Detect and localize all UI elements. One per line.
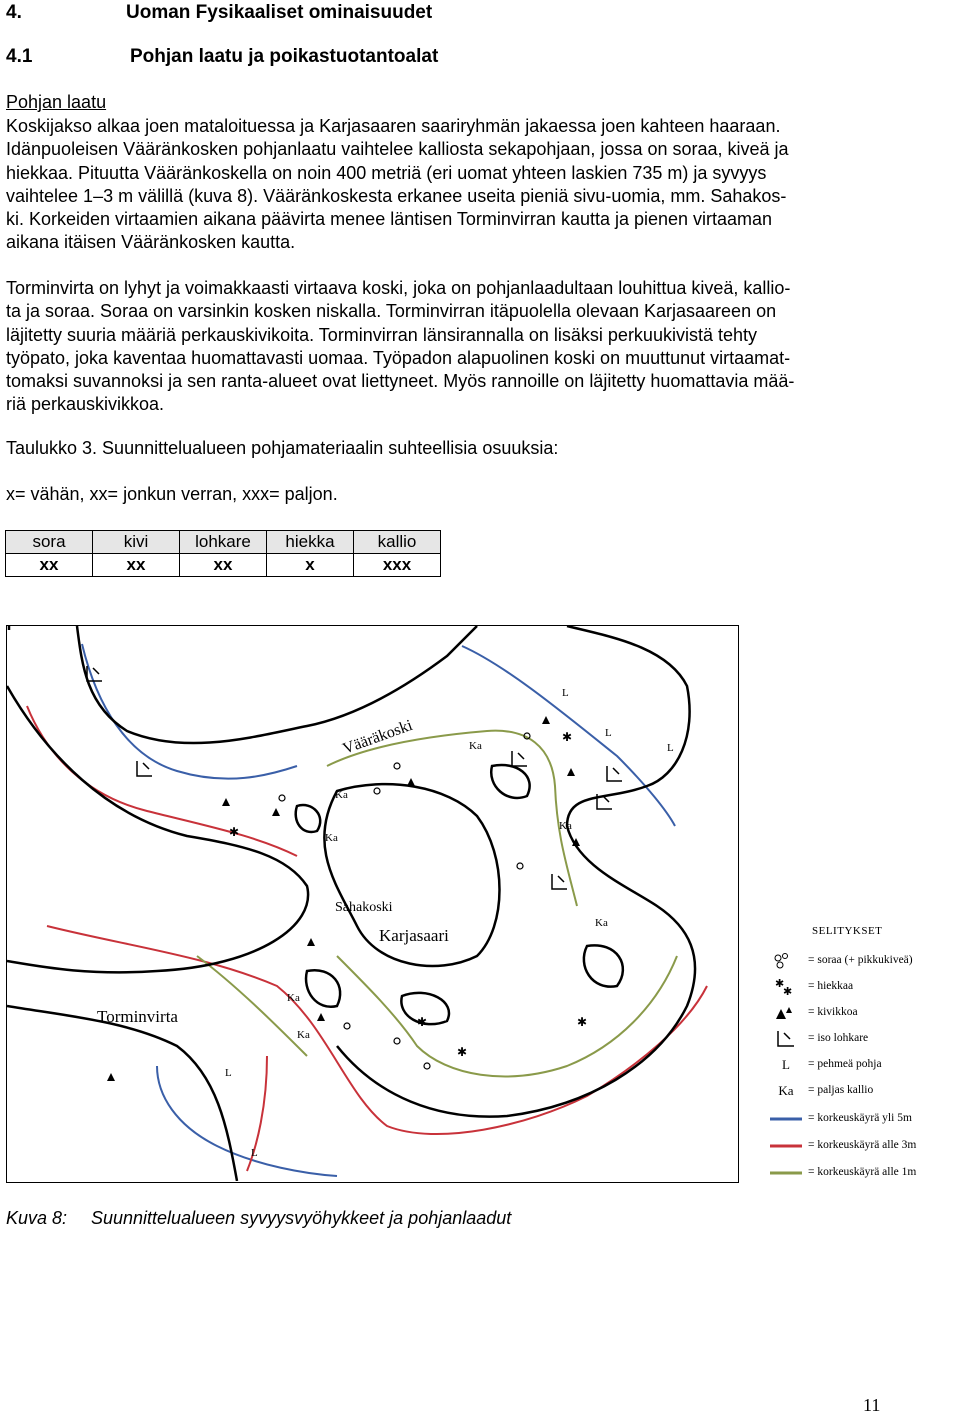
soft-bottom-symbol: L [667,742,674,754]
figure-caption-text: Suunnittelualueen syvyysvyöhykkeet ja pohjanlaadut [91,1208,512,1228]
legend-text: = korkeuskäyrä alle 1m [808,1166,917,1178]
svg-text:✱: ✱ [562,730,573,744]
table-caption: Taulukko 3. Suunnittelualueen pohjamateriaalin suhteellisia osuuksia: [6,438,559,458]
legend-item-soft-bottom [770,1055,945,1075]
table-header-cell: kivi [93,531,180,554]
bedrock-symbol: Ka [559,820,572,832]
gravel-circles-icon [770,951,802,971]
small-island [584,945,623,986]
blue-contour-line [157,1066,337,1176]
legend-item-boulder [770,1029,945,1049]
page-number: 11 [863,1395,881,1415]
table-row [6,554,441,577]
map-legend [770,925,945,1185]
bedrock-symbol: Ka [595,917,608,929]
legend-text: = iso lohkare [808,1032,869,1044]
table-cell: x [267,554,354,577]
paragraph-1 [6,115,926,255]
table-header-cell: kallio [354,531,441,554]
legend-item-blue-contour [770,1109,945,1129]
boulder-icon [770,1029,802,1049]
table-header-cell: lohkare [180,531,267,554]
legend-text: = korkeuskäyrä yli 5m [808,1112,912,1124]
soft-bottom-symbol: L [251,1147,258,1159]
map-label-torminvirta: Torminvirta [97,1007,178,1026]
paragraph-line: Torminvirta on lyhyt ja voimakkaasti virtaava koski, joka on pohjanlaadultaan louhittua kiveä, kallio- [6,278,791,298]
green-contour-line [337,956,677,1076]
legend-text: = hiekkaa [808,980,854,992]
table-cell: xx [93,554,180,577]
map-drawing [7,626,737,1181]
paragraph-line: tomaksi suvannoksi ja sen ranta-alueet ovat liettyneet. Myös rannoille on läjitetty huomattavia mää- [6,371,795,392]
section-number: 4. [6,2,22,23]
sand-asterisk-icon [770,977,802,997]
svg-text:✱: ✱ [577,1015,588,1029]
small-island [491,765,529,798]
section-label: Pohjan laatu [6,92,107,112]
small-island [296,805,321,832]
paragraph-line: riä perkauskivikkoa. [6,394,165,415]
legend-title: SELITYKSET [812,925,883,937]
figure-caption [6,1208,511,1229]
map-label-karjasaari: Karjasaari [379,926,449,945]
depth-zone-map [6,625,739,1183]
paragraph-line: läjitetty suuria määriä perkauskivikoita. Torminvirran länsirannalla on lisäksi perkuukivistä tehty [6,324,757,345]
table-key: x= vähän, xx= jonkun verran, xxx= paljon. [6,484,338,504]
legend-item-bedrock [770,1081,945,1101]
legend-text: = soraa (+ pikkukiveä) [808,954,913,966]
shoreline [7,1006,237,1181]
bedrock-symbol: Ka [297,1029,310,1041]
paragraph-line: hiekkaa. Pituutta Vääränkoskella on noin 400 metriä (eri uomat yhteen laskien 735 m) ja syvyys [6,162,767,183]
svg-text:✱: ✱ [229,825,240,839]
svg-text:✱: ✱ [457,1045,468,1059]
red-contour-line [27,706,297,856]
legend-item-sand [770,977,945,997]
paragraph-line: Koskijakso alkaa joen mataloituessa ja Karjasaaren saariryhmän jakaessa joen kahteen haaraan. [6,116,781,136]
blue-line-icon [770,1109,802,1129]
shoreline [7,686,308,972]
svg-text:✱: ✱ [775,977,785,990]
legend-item-green-contour [770,1163,945,1183]
green-line-icon [770,1163,802,1183]
letter-ka-icon: Ka [778,1083,794,1098]
small-island [306,970,340,1007]
blue-contour-line [82,644,297,779]
subsection-title: Pohjan laatu ja poikastuotantoalat [130,46,439,67]
paragraph-line: työpato, joka kaventaa huomattavasti uomaa. Työpadon alapuolinen koski on muuttunut virtaamat- [6,347,791,368]
legend-text: = kivikkoa [808,1006,858,1018]
soft-bottom-symbol: L [225,1067,232,1079]
table-header-row [6,531,441,554]
paragraph-line: vaihtelee 1–3 m välillä (kuva 8). Vääränkoskesta erkanee useita pieniä sivu-uomia, mm. Sahakos- [6,185,787,206]
soft-bottom-symbol: L [605,727,612,739]
paragraph-line: ta ja soraa. Soraa on varsinkin kosken niskalla. Torminvirran itäpuolella olevaan Karjasaareen on [6,301,777,322]
stone-triangle-icon [770,1003,802,1023]
figure-caption-label: Kuva 8: [6,1208,68,1228]
section-title: Uoman Fysikaaliset ominaisuudet [126,2,433,23]
section-heading [6,2,432,24]
red-line-icon [770,1136,802,1156]
letter-l-icon: L [782,1057,790,1072]
legend-item-gravel [770,951,945,971]
paragraph-line: Idänpuoleisen Vääränkosken pohjanlaatu vaihtelee kalliosta sekapohjaan, jossa on soraa, kiveä ja [6,139,789,160]
material-table [5,530,441,577]
bedrock-symbol: Ka [335,789,348,801]
soft-bottom-symbol: L [562,687,569,699]
legend-text: = paljas kallio [808,1084,874,1096]
paragraph-line: aikana itäisen Vääränkosken kautta. [6,232,296,253]
legend-item-red-contour [770,1136,945,1156]
svg-text:✱: ✱ [417,1015,428,1029]
subsection-heading [6,46,438,68]
table-header-cell: sora [6,531,93,554]
table-cell: xxx [354,554,441,577]
bedrock-symbol: Ka [325,832,338,844]
legend-text: = pehmeä pohja [808,1058,882,1070]
map-label-sahakoski: Sahakoski [335,900,393,915]
table-cell: xx [180,554,267,577]
legend-item-stones [770,1003,945,1023]
legend-text: = korkeuskäyrä alle 3m [808,1139,917,1151]
svg-text:✱: ✱ [783,985,793,997]
bedrock-symbol: Ka [469,740,482,752]
subsection-number: 4.1 [6,46,33,67]
green-contour-line [197,956,307,1056]
table-header-cell: hiekka [267,531,354,554]
table-cell: xx [6,554,93,577]
paragraph-2 [6,277,926,417]
bedrock-symbol: Ka [287,992,300,1004]
paragraph-line: ki. Korkeiden virtaamien aikana päävirta menee läntisen Torminvirran kautta ja pienen virtaaman [6,209,773,230]
map-label-vaarakoski: Vääräkoski [340,716,415,758]
